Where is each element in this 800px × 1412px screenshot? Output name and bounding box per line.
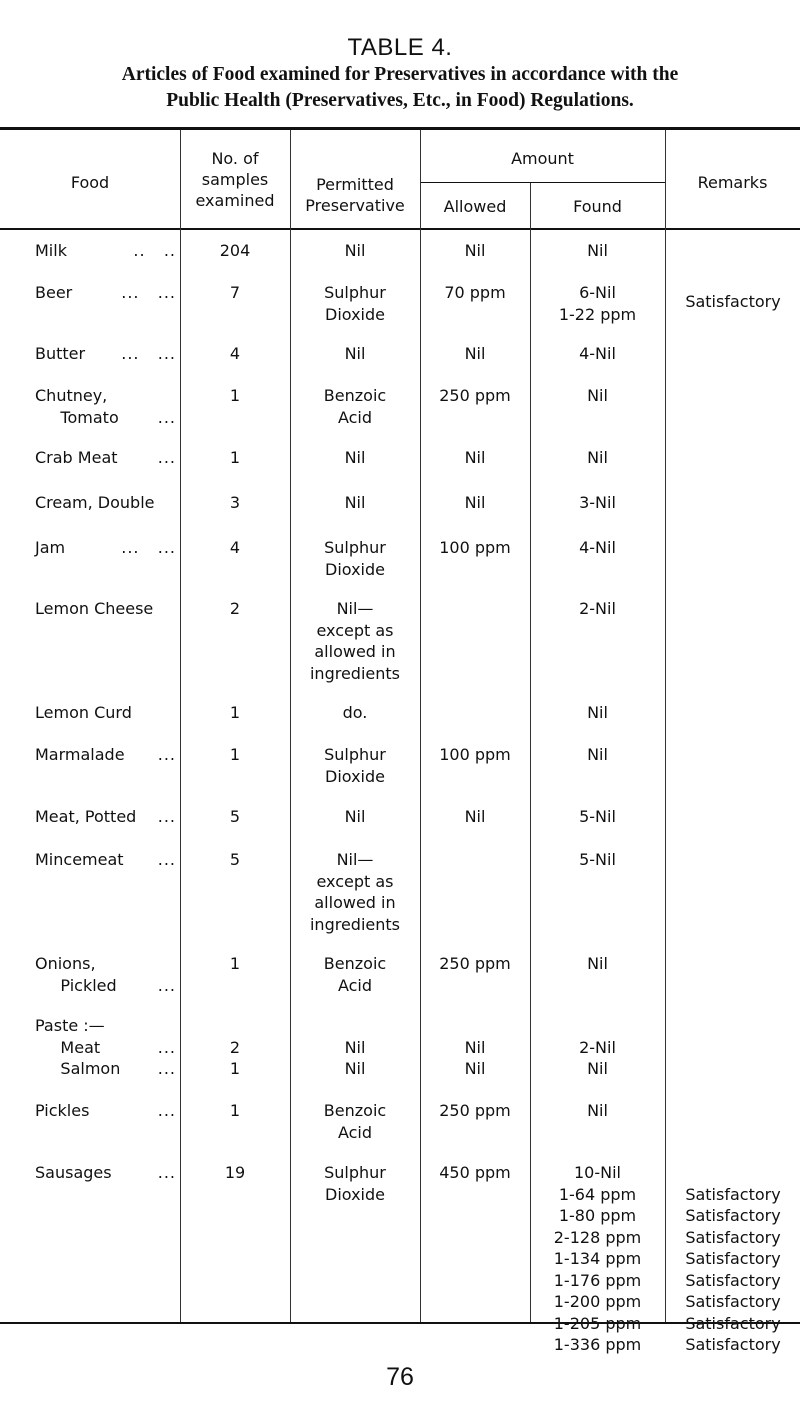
leader-dots: ...: [151, 1163, 176, 1182]
leader-dots: ...: [151, 745, 176, 764]
food-cell: Salmon ...: [35, 1059, 176, 1078]
preservative-cell: Sulphur Dioxide: [324, 1163, 386, 1204]
preservative-cell: Nil: [344, 493, 366, 512]
leader-dots: ... ...: [115, 283, 176, 302]
allowed-cell: Nil: [464, 344, 486, 363]
food-cell: Crab Meat ...: [35, 448, 176, 467]
header-samples-line3: examined: [195, 191, 275, 210]
allowed-cell: 250 ppm: [439, 1101, 511, 1120]
food-cell: Jam ... ...: [35, 538, 176, 557]
preservative-cell: Benzoic Acid: [323, 954, 387, 995]
allowed-cell: Nil: [464, 1059, 486, 1078]
food-cell: Pickles ...: [35, 1101, 176, 1120]
preservative-cell: Nil: [344, 448, 366, 467]
samples-cell: 3: [229, 493, 241, 512]
samples-cell: 5: [229, 807, 241, 826]
food-cell: Chutney, Tomato ...: [35, 386, 176, 427]
header-food: Food: [70, 173, 110, 192]
header-samples-line1: No. of: [211, 149, 259, 168]
allowed-cell: 250 ppm: [439, 386, 511, 405]
food-cell: Sausages ...: [35, 1163, 176, 1182]
samples-cell: 1: [229, 448, 241, 467]
leader-dots: ...: [151, 975, 176, 995]
leader-dots: ...: [151, 448, 176, 467]
found-cell: 2-Nil: [579, 1038, 616, 1057]
leader-dots: ... ...: [115, 538, 176, 557]
header-bottom-rule: [0, 228, 800, 230]
samples-cell: 19: [224, 1163, 246, 1182]
found-cell: 2-Nil: [579, 599, 616, 618]
food-cell: Cream, Double: [35, 493, 155, 512]
samples-cell: 1: [229, 745, 241, 764]
remarks-cell: Satisfactory Satisfactory Satisfactory Satisfactory Satisfactory Satisfactory Satisfactory Satisfactory: [685, 1184, 781, 1354]
preservative-cell: Nil: [344, 1059, 366, 1078]
found-cell: Nil: [587, 241, 608, 260]
food-cell: Marmalade ...: [35, 745, 176, 764]
allowed-cell: 250 ppm: [439, 954, 511, 973]
header-found: Found: [573, 197, 622, 216]
found-cell: Nil: [587, 386, 608, 405]
allowed-cell: Nil: [464, 493, 486, 512]
samples-cell: 4: [229, 344, 241, 363]
allowed-cell: 100 ppm: [439, 538, 511, 557]
preservative-cell: Benzoic Acid: [323, 386, 387, 427]
found-cell: Nil: [587, 745, 608, 764]
preservative-cell: Nil— except as allowed in ingredients: [309, 850, 400, 934]
amount-split-rule: [420, 182, 665, 183]
found-cell: 3-Nil: [579, 493, 616, 512]
food-cell: Butter ... ...: [35, 344, 176, 363]
preservative-cell: Nil: [344, 807, 366, 826]
food-cell: Onions, Pickled ...: [35, 954, 176, 995]
col-divider-preservative: [420, 130, 421, 1322]
samples-cell: 1: [229, 386, 241, 405]
samples-cell: 1: [229, 1059, 241, 1078]
found-cell: 5-Nil: [579, 807, 616, 826]
table-subtitle-line1: Articles of Food examined for Preservatives in accordance with the: [121, 64, 679, 85]
food-cell: Mincemeat ...: [35, 850, 176, 869]
leader-dots: ...: [151, 1038, 176, 1057]
found-cell: 5-Nil: [579, 850, 616, 869]
preservative-cell: Nil— except as allowed in ingredients: [309, 599, 400, 683]
samples-cell: 204: [219, 241, 251, 260]
found-cell: Nil: [587, 1101, 608, 1120]
leader-dots: ... ...: [115, 344, 176, 363]
preservative-cell: Nil: [344, 241, 366, 260]
food-cell: Meat, Potted ...: [35, 807, 176, 826]
found-cell: 4-Nil: [579, 344, 616, 363]
header-preservative-line2: Preservative: [305, 196, 405, 215]
allowed-cell: 100 ppm: [439, 745, 511, 764]
leader-dots: ...: [151, 850, 176, 869]
preservative-cell: Sulphur Dioxide: [324, 538, 386, 579]
allowed-cell: Nil: [464, 807, 486, 826]
allowed-cell: Nil: [464, 1038, 486, 1057]
allowed-cell: 450 ppm: [439, 1163, 511, 1182]
samples-cell: 7: [229, 283, 241, 302]
header-allowed: Allowed: [443, 197, 507, 216]
preservative-cell: Sulphur Dioxide: [324, 283, 386, 324]
found-cell: Nil: [587, 703, 608, 722]
leader-dots: ...: [151, 1101, 176, 1120]
header-remarks: Remarks: [697, 173, 768, 192]
header-amount: Amount: [511, 149, 574, 168]
group-remark: Satisfactory: [685, 292, 781, 311]
samples-cell: 2: [229, 599, 241, 618]
found-cell: 4-Nil: [579, 538, 616, 557]
header-preservative-line1: Permitted: [316, 175, 394, 194]
top-rule: [0, 127, 800, 130]
samples-cell: 2: [229, 1038, 241, 1057]
found-cell: 6-Nil 1-22 ppm: [558, 283, 637, 324]
food-cell: Lemon Cheese: [35, 599, 154, 618]
found-cell: Nil: [587, 448, 608, 467]
col-divider-found: [665, 130, 666, 1322]
food-cell: Meat ...: [35, 1038, 176, 1057]
header-samples: [180, 148, 290, 211]
preservative-cell: Nil: [344, 1038, 366, 1057]
preservative-cell: Nil: [344, 344, 366, 363]
samples-cell: 5: [229, 850, 241, 869]
samples-cell: 1: [229, 1101, 241, 1120]
table-subtitle-line2: Public Health (Preservatives, Etc., in Food) Regulations.: [166, 90, 634, 111]
allowed-cell: Nil: [464, 448, 486, 467]
food-cell: Milk .. ..: [35, 241, 176, 260]
leader-dots: ...: [151, 1059, 176, 1078]
header-samples-line2: samples: [201, 170, 269, 189]
leader-dots: .. ..: [127, 241, 176, 260]
preservative-cell: do.: [342, 703, 368, 722]
preservative-cell: Sulphur Dioxide: [324, 745, 386, 786]
leader-dots: ...: [151, 407, 176, 427]
found-cell: Nil: [587, 954, 608, 973]
preservative-cell: Benzoic Acid: [323, 1101, 387, 1142]
found-cell: Nil: [587, 1059, 608, 1078]
page-number: 76: [386, 1363, 414, 1391]
samples-cell: 1: [229, 954, 241, 973]
food-cell: Lemon Curd: [35, 703, 132, 722]
leader-dots: ...: [151, 807, 176, 826]
food-cell: Paste :—: [35, 1016, 105, 1035]
allowed-cell: Nil: [464, 241, 486, 260]
samples-cell: 1: [229, 703, 241, 722]
food-cell: Beer ... ...: [35, 283, 176, 302]
col-divider-food: [180, 130, 181, 1322]
allowed-cell: 70 ppm: [444, 283, 506, 302]
table-title: TABLE 4.: [347, 34, 453, 61]
samples-cell: 4: [229, 538, 241, 557]
header-preservative: [290, 174, 420, 216]
found-cell: 10-Nil 1-64 ppm 1-80 ppm 2-128 ppm 1-134 ppm 1-176 ppm 1-200 ppm 1-205 ppm 1-336 ppm: [553, 1163, 642, 1354]
